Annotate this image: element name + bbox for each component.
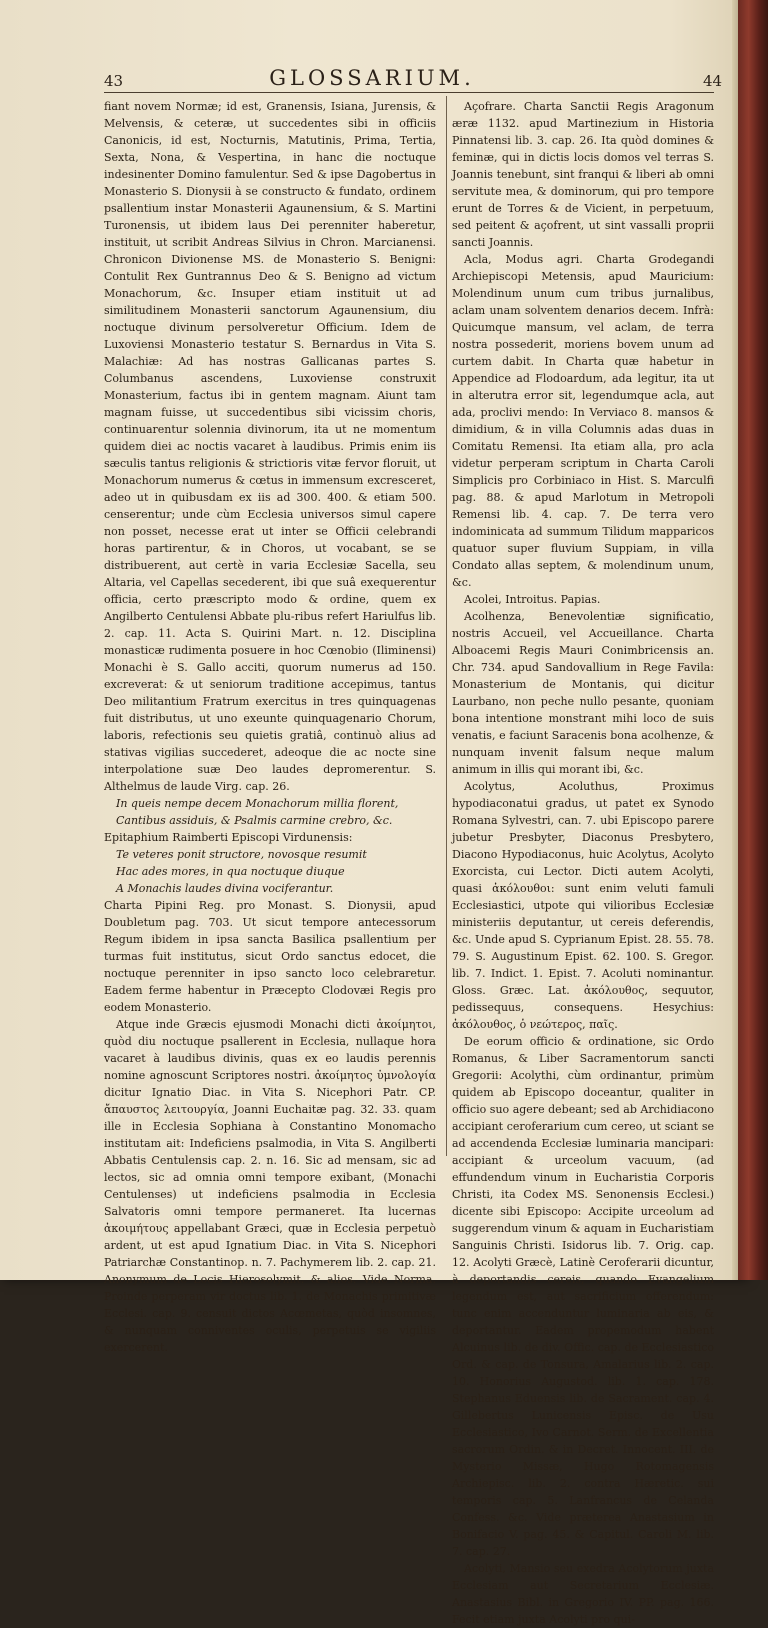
running-title: GLOSSARIUM. bbox=[269, 66, 475, 90]
header-rule bbox=[104, 92, 714, 93]
acolytus-officium: De eorum officio & ordinatione, sic Ordo Romanus, & Liber Sacramentorum sancti Gregorii: Acolythi, cùm ordinantur, primùm quidem ab Episcopo doceantur, qualiter in officio suo agere debeant; sed ab Archidiacono accipiant ceroferarium cum cereo, ut sciant se ad accendenda Ecclesiæ luminaria mancipari: accipiant & urceolum vacuum, (ad effundendum vinum in Eucharistia Corporis Christi, ita Codex MS. Senonensis Ecclesi.) dicente sibi Episcopo: Accipite urceolum ad suggerendum vinum & aquam in Eucharistiam Sanguinis Christi. Isidorus lib. 7. Orig. cap. 12. Acolyti Græcè, Latinè Ceroferarii dicuntur, à deportandis cereis, quando Evangelium legendum est, aut sacrificium offerendum: tunc enim accenduntur luminaria ab eis, & deportantur. Eadem propemodum habent Alcuinus lib. de div. Offic. cap. de Ecclesiastico Ord. & cap. de Tonsura, Amalarius lib. 2. cap. 10. Honorius Augustod. lib. 1. cap. 178. Stephanus Eduensis lib. de Sacrament. cap. 4. Gillebertus Lunicensis Episc. de Usu Ecclesiastico, Ivo Carnot. Serm. de Excellentia sacrorum Ordin. & in Decret. Innocent. III. de Mysterio Missæ, Hugo Rotomagensis Archiepisc. lib. 2. contra Hæretic. sui temporis cap. 5. Lanfrancus de Celanda Confess. &c. Vide præterea Anastasium in Bonifacio V. pag. 45. & Capitul. Caroli M. lib. 7. cap. 27. bbox=[452, 1035, 714, 1558]
book-cover-edge bbox=[738, 0, 768, 1280]
epitaph-intro: Epitaphium Raimberti Episcopi Virdunensis: bbox=[104, 831, 353, 844]
page-number-left: 43 bbox=[104, 72, 124, 90]
entry-acolhenza: Acolhenza, Benevolentiæ significatio, nostris Accueil, vel Accueillance. Charta Alboacemi Regis Mauri Conimbricensis an. Chr. 734. apud Sandovallium in Rege Favila: Monasterium de Montanis, qui dicitur Laurbano, non peche nullo pesante, quoniam bona intentione monstrant mihi loco de suis venatis, e faciunt Saracenis bona acolhenze, & nunquam invenit falsum neque malum animum in illis qui morant ibi, &c. bbox=[452, 610, 714, 776]
verse-line: A Monachis laudes divina vociferantur. bbox=[116, 882, 334, 895]
entry-acofrare: Açofrare. Charta Sanctii Regis Aragonum æræ 1132. apud Martinezium in Historia Pinnatensi lib. 3. cap. 26. Ita quòd domines & feminæ, qui in dictis locis domos vel terras S. Joannis tenebunt, sint franqui & liberi ab omni servitute mea, & dominorum, qui pro tempore erunt de Torres & de Vicient, in perpetuum, sed peitent & açofrent, ut sint vassalli proprii sancti Joannis. bbox=[452, 100, 714, 249]
right-column bbox=[452, 98, 714, 1628]
entry-acolei: Acolei, Introitus. Papias. bbox=[464, 593, 601, 606]
left-paragraph-2: Charta Pipini Reg. pro Monast. S. Dionysii, apud Doubletum pag. 703. Ut sicut tempore antecessorum Regum ibidem in ipsa sancta Basilica psallentium per turmas fuit institutus, sicut Ordo sanctus edocet, die noctuque perenniter in ipso sancto loco celebraretur. Eadem ferme habentur in Præcepto Clodovæi Regis pro eodem Monasterio. bbox=[104, 899, 436, 1014]
left-paragraph-1: fiant novem Normæ; id est, Granensis, Isiana, Jurensis, & Melvensis, & ceteræ, ut succedentes sibi in officiis Canonicis, id est, Nocturnis, Matutinis, Prima, Tertia, Sexta, Nona, & Vespertina, in hanc die noctuque indesinenter Domino famulentur. Sed & ipse Dagobertus in Monasterio S. Dionysii à se constructo & fundato, ordinem psallentium instar Monasterii Agaunensium, & S. Martini Turonensis, ut ibidem laus Dei perenniter haberetur, instituit, ut scribit Andreas Silvius in Chron. Marcianensi. Chronicon Divionense MS. de Monasterio S. Benigni: Contulit Rex Guntrannus Deo & S. Benigno ad victum Monachorum, &c. Insuper etiam instituit ut ad similitudinem Monasterii sanctorum Agaunensium, diu noctuque divinum persolveretur Officium. Idem de Luxoviensi Monasterio testatur S. Bernardus in Vita S. Malachiæ: Ad has nostras Gallicanas partes S. Columbanus ascendens, Luxoviense construxit Monasterium, factus ibi in gentem magnam. Aiunt tam magnam fuisse, ut succedentibus sibi vicissim choris, continuarentur solennia divinorum, ita ut ne momentum quidem diei ac noctis vacaret à laudibus. Primis enim iis sæculis tantus religionis & strictioris vitæ fervor floruit, ut Monachorum numerus & cœtus in immensum excresceret, adeo ut in quibusdam ex iis ad 300. 400. & etiam 500. censerentur; unde cùm Ecclesia universos simul capere non posset, necesse erat ut inter se Officii celebrandi horas partirentur, & in Choros, ut vocabant, se se distribuerent, aut certè in varia Ecclesiæ Sacella, seu Altaria, vel Capellas secederent, ibi que suâ exequerentur officia, certo præscripto modo & ordine, quem ex Angilberto Centulensi Abbate plu-ribus refert Hariulfus lib. 2. cap. 11. Acta S. Quirini Mart. n. 12. Disciplina monasticæ rudimenta posuere in hoc Cœnobio (Iliminensi) Monachi è S. Gallo acciti, quorum numerus ad 150. excreverat: & ut seniorum traditione accepimus, tantus Deo militantium Fratrum exercitus in tres quinquagenas fuit distributus, ut uno exeunte quinquagenario Chorum, laboris, refectionis seu quietis gratiâ, continuò alius ad stativas vigilias succederet, adeoque die ac nocte sine interpolatione suæ Deo laudes depromerentur. S. Althelmus de laude Virg. cap. 26. bbox=[104, 100, 436, 793]
verse-line: Hac ades mores, in qua noctuque diuque bbox=[116, 865, 345, 878]
entry-acolyti: Acolyti, Mansio seu exedra Acolytorum juxta Ecclesiam aut Secretarium Ecclesiæ. Anastasius Bibl. in Gregorio IV. PP. pag. 166. Fecit etiam juxta Acolyti pro qui- bbox=[452, 1562, 714, 1626]
verse-line: In queis nempe decem Monachorum millia florent, bbox=[116, 797, 399, 810]
running-header bbox=[0, 66, 744, 94]
left-column bbox=[104, 98, 436, 1356]
column-divider bbox=[446, 96, 447, 1156]
verse-line: Cantibus assiduis, & Psalmis carmine crebro, &c. bbox=[116, 814, 393, 827]
left-paragraph-3: Atque inde Græcis ejusmodi Monachi dicti ἀκοίμητοι, quòd diu noctuque psallerent in Ecclesia, nullaque hora vacaret à laudibus divinis, quas ex eo laudis perennis nomine agnoscunt Scriptores nostri. ἀκοίμητος ὑμνολογία dicitur Ignatio Diac. in Vita S. Nicephori Patr. CP. ἄπαυστος λειτουργία, Joanni Euchaitæ pag. 32. 33. quam ille in Ecclesia Sophiana à Constantino Monomacho institutam ait: Indeficiens psalmodia, in Vita S. Angilberti Abbatis Centulensis cap. 2. n. 16. Sic ad mensam, sic ad lectos, sic ad omnia omni tempore exibant, (Monachi Centulenses) ut indeficiens psalmodia in Ecclesia Salvatoris omni tempore permaneret. Ita lucernas ἀκοιμήτους appellabant Græci, quæ in Ecclesia perpetuò ardent, ut est apud Ignatium Diac. in Vita S. Nicephori Patriarchæ Constantinop. n. 7. Pachymerem lib. 2. cap. 21. Anonymum de Locis Hierosolymit. & alios. Vide Norma. Proinde perperam vir doctus lib. 1. de Monachis primitivæ Ecclesi. cap. 9. censuit dictos Acœmetas, quòd insomnes, & nunquam conniventes oculis, perpetuis se vigiliis exercerent. bbox=[104, 1018, 436, 1354]
verse-line: Te veteres ponit structore, novosque resumit bbox=[116, 848, 367, 861]
entry-acolytus: Acolytus, Acoluthus, Proximus hypodiaconatui gradus, ut patet ex Synodo Romana Sylvestri, can. 7. ubi Episcopo parere jubetur Presbyter, Diaconus Presbytero, Diacono Hypodiaconus, huic Acolytus, Acolyto Exorcista, cui Lector. Dicti autem Acolyti, quasi ἀκόλουθοι: sunt enim veluti famuli Ecclesiastici, utpote qui vilioribus Ecclesiæ ministeriis deputantur, ut cereis deferendis, &c. Unde apud S. Cyprianum Epist. 28. 55. 78. 79. S. Augustinum Epist. 62. 100. S. Gregor. lib. 7. Indict. 1. Epist. 7. Acoluti nominantur. Gloss. Græc. Lat. ἀκόλουθος, sequutor, pedissequus, consequens. Hesychius: ἀκόλουθος, ὁ νεώτερος, παῖς. bbox=[452, 780, 714, 1031]
page-number-right: 44 bbox=[703, 72, 723, 90]
entry-acla: Acla, Modus agri. Charta Grodegandi Archiepiscopi Metensis, apud Mauricium: Molendinum unum cum tribus jurnalibus, aclam unam solventem denarios decem. Infrà: Quicumque mansum, vel aclam, de terra nostra possederit, moriens bovem unum ad curtem dabit. In Charta quæ habetur in Appendice ad Flodoardum, ada legitur, ita ut in alterutra error sit, legendumque acla, aut ada, proclivi mendo: In Verviaco 8. mansos & dimidium, & in villa Columnis adas duas in Comitatu Remensi. Ita etiam alla, pro acla videtur perperam scriptum in Charta Caroli Simplicis pro Corbiniaco in Hist. S. Marculfi pag. 88. & apud Marlotum in Metropoli Remensi lib. 4. cap. 7. De terra vero indominicata ad summum Tilidum mapparicos quatuor super fluvium Suppiam, in villa Condato allas septem, & molendinum unum, &c. bbox=[452, 253, 714, 589]
